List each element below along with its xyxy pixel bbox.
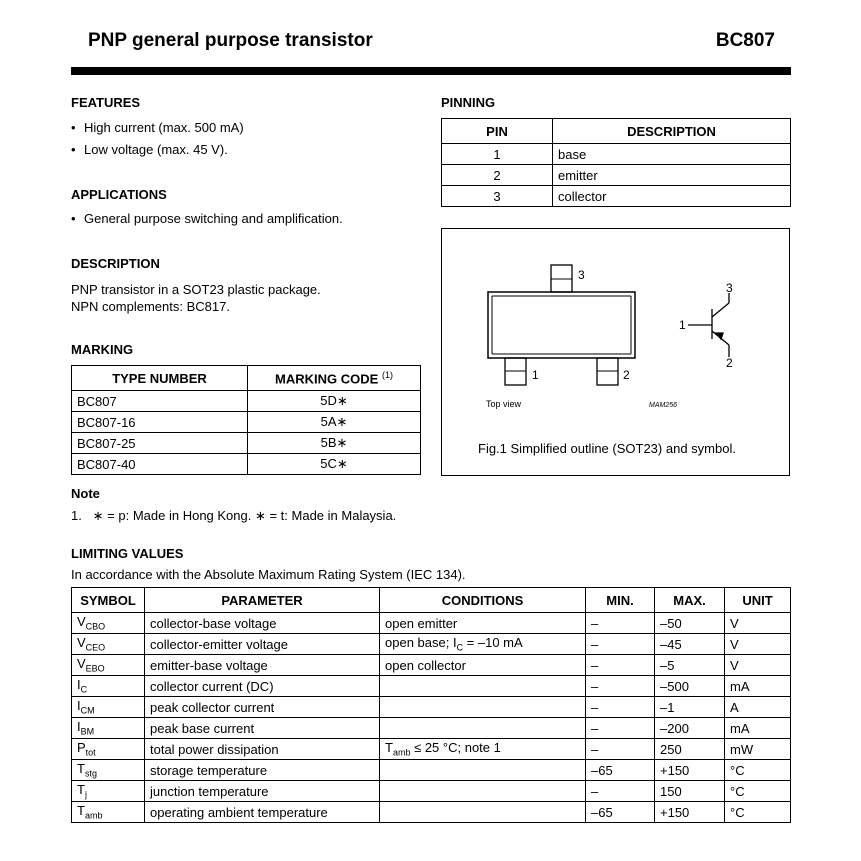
symbol-letter: T [77, 761, 85, 777]
max-cell: +150 [655, 760, 725, 781]
feature-item: • High current (max. 500 mA) [71, 117, 244, 139]
parameter-cell: total power dissipation [145, 739, 380, 760]
symbol-cell [72, 802, 145, 823]
column-header: SYMBOL [72, 588, 145, 613]
code-cell: 5B∗ [248, 433, 421, 454]
code-cell: 5D∗ [248, 391, 421, 412]
limiting-values-heading: LIMITING VALUES [71, 546, 184, 561]
table-header-row [72, 366, 421, 391]
description-line: PNP transistor in a SOT23 plastic package. [71, 282, 321, 297]
applications-heading: APPLICATIONS [71, 187, 167, 202]
unit-cell: A [725, 697, 791, 718]
table-row [72, 412, 421, 433]
limiting-values-intro: In accordance with the Absolute Maximum Rating System (IEC 134). [71, 567, 466, 582]
column-header: MIN. [586, 588, 655, 613]
figure-caption: Fig.1 Simplified outline (SOT23) and symbol. [478, 441, 736, 456]
table-row [72, 781, 791, 802]
figure-box [441, 228, 790, 476]
desc-cell: base [553, 144, 791, 165]
condition-subscript: amb [392, 747, 411, 758]
conditions-cell: open emitter [380, 613, 586, 634]
unit-cell: mA [725, 676, 791, 697]
column-header [248, 366, 421, 391]
type-cell: BC807-40 [72, 454, 248, 475]
package-body [488, 292, 635, 358]
conditions-cell [380, 802, 586, 823]
symbol-subscript: EBO [85, 663, 105, 674]
table-row [72, 613, 791, 634]
symbol-cell [72, 613, 145, 634]
symbol-cell [72, 781, 145, 802]
symbol-letter: V [77, 656, 86, 672]
desc-cell: emitter [553, 165, 791, 186]
pin-3-label: 3 [578, 268, 585, 282]
condition-text: T [385, 740, 393, 756]
min-cell: – [586, 634, 655, 655]
pin-cell: 3 [442, 186, 553, 207]
parameter-cell: junction temperature [145, 781, 380, 802]
symbol-cell [72, 634, 145, 655]
desc-cell: collector [553, 186, 791, 207]
conditions-cell [380, 781, 586, 802]
min-cell: – [586, 676, 655, 697]
type-cell: BC807-25 [72, 433, 248, 454]
pin-2-label: 2 [623, 368, 630, 382]
symbol-letter: I [77, 719, 81, 735]
min-cell: –65 [586, 802, 655, 823]
sot23-outline-diagram [442, 229, 789, 475]
unit-cell: °C [725, 802, 791, 823]
unit-cell: °C [725, 781, 791, 802]
symbol-subscript: BM [80, 726, 95, 737]
table-row [72, 760, 791, 781]
column-header-label: MARKING CODE [275, 371, 379, 387]
table-row [72, 634, 791, 655]
unit-cell: °C [725, 760, 791, 781]
conditions-cell [380, 634, 586, 655]
table-row [72, 454, 421, 475]
min-cell: – [586, 655, 655, 676]
table-row [72, 391, 421, 412]
column-header: PIN [442, 119, 553, 144]
type-cell: BC807 [72, 391, 248, 412]
pinning-heading: PINNING [441, 95, 496, 110]
table-row [442, 165, 791, 186]
conditions-cell [380, 739, 586, 760]
top-view-label: Top view [486, 399, 522, 409]
pin-1-label: 1 [532, 368, 539, 382]
marking-heading: MARKING [71, 342, 134, 357]
parameter-cell: storage temperature [145, 760, 380, 781]
symbol-pin-1-label: 1 [679, 318, 686, 332]
min-cell: – [586, 718, 655, 739]
condition-text: open base; I [385, 635, 457, 651]
symbol-subscript: CM [80, 705, 95, 716]
symbol-subscript: C [80, 684, 88, 695]
table-row [72, 739, 791, 760]
table-row [72, 718, 791, 739]
symbol-subscript: CEO [85, 642, 106, 653]
symbol-subscript: tot [85, 747, 96, 758]
max-cell: 150 [655, 781, 725, 802]
application-item: • General purpose switching and amplification. [71, 208, 343, 230]
pinning-table [441, 118, 791, 207]
condition-text: = –10 mA [463, 635, 523, 651]
parameter-cell: operating ambient temperature [145, 802, 380, 823]
description-heading: DESCRIPTION [71, 256, 160, 271]
unit-cell: mW [725, 739, 791, 760]
code-cell: 5A∗ [248, 412, 421, 433]
column-header: PARAMETER [145, 588, 380, 613]
min-cell: – [586, 697, 655, 718]
max-cell: –200 [655, 718, 725, 739]
symbol-letter: I [77, 677, 81, 693]
symbol-cell [72, 760, 145, 781]
symbol-letter: V [77, 614, 86, 630]
condition-text: ≤ 25 °C; note 1 [410, 740, 501, 756]
symbol-cell [72, 676, 145, 697]
symbol-letter: T [77, 782, 85, 798]
column-header: TYPE NUMBER [72, 366, 248, 391]
unit-cell: V [725, 634, 791, 655]
unit-cell: mA [725, 718, 791, 739]
conditions-cell: open collector [380, 655, 586, 676]
max-cell: –45 [655, 634, 725, 655]
max-cell: –5 [655, 655, 725, 676]
symbol-cell [72, 718, 145, 739]
symbol-cell [72, 655, 145, 676]
table-row [442, 144, 791, 165]
max-cell: –1 [655, 697, 725, 718]
conditions-cell [380, 718, 586, 739]
symbol-subscript: amb [84, 810, 103, 821]
pin-cell: 2 [442, 165, 553, 186]
min-cell: – [586, 739, 655, 760]
min-cell: – [586, 613, 655, 634]
features-heading: FEATURES [71, 95, 141, 110]
note-text: 1. ∗ = p: Made in Hong Kong. ∗ = t: Made in Malaysia. [71, 508, 397, 523]
parameter-cell: peak base current [145, 718, 380, 739]
symbol-letter: P [77, 740, 86, 756]
table-header-row [72, 588, 791, 613]
marking-table [71, 365, 421, 475]
max-cell: 250 [655, 739, 725, 760]
column-header: CONDITIONS [380, 588, 586, 613]
symbol-letter: T [77, 803, 85, 819]
footnote-ref: (1) [381, 369, 393, 380]
table-row [442, 186, 791, 207]
table-row [72, 697, 791, 718]
unit-cell: V [725, 613, 791, 634]
pnp-transistor-symbol [688, 293, 729, 357]
max-cell: –500 [655, 676, 725, 697]
description-line: NPN complements: BC817. [71, 299, 230, 314]
symbol-letter: V [77, 635, 86, 651]
pin-cell: 1 [442, 144, 553, 165]
header-rule [71, 67, 791, 75]
table-row [72, 802, 791, 823]
symbol-cell [72, 697, 145, 718]
condition-subscript: C [456, 642, 464, 653]
symbol-letter: I [77, 698, 81, 714]
note-heading: Note [71, 486, 100, 501]
features-list [71, 117, 244, 161]
document-title: PNP general purpose transistor [88, 30, 373, 51]
table-row [72, 676, 791, 697]
min-cell: – [586, 781, 655, 802]
max-cell: –50 [655, 613, 725, 634]
column-header: DESCRIPTION [553, 119, 791, 144]
min-cell: –65 [586, 760, 655, 781]
table-row [72, 433, 421, 454]
parameter-cell: emitter-base voltage [145, 655, 380, 676]
conditions-cell [380, 676, 586, 697]
code-cell: 5C∗ [248, 454, 421, 475]
symbol-pin-2-label: 2 [726, 356, 733, 370]
feature-item: • Low voltage (max. 45 V). [71, 139, 244, 161]
column-header: MAX. [655, 588, 725, 613]
unit-cell: V [725, 655, 791, 676]
symbol-subscript: j [84, 789, 87, 800]
applications-list [71, 208, 343, 230]
part-number: BC807 [715, 30, 775, 51]
conditions-cell [380, 760, 586, 781]
parameter-cell: peak collector current [145, 697, 380, 718]
symbol-subscript: CBO [85, 621, 106, 632]
table-header-row [442, 119, 791, 144]
symbol-pin-3-label: 3 [726, 281, 733, 295]
parameter-cell: collector current (DC) [145, 676, 380, 697]
symbol-subscript: stg [84, 768, 97, 779]
limiting-values-table [71, 587, 791, 823]
parameter-cell: collector-base voltage [145, 613, 380, 634]
table-row [72, 655, 791, 676]
type-cell: BC807-16 [72, 412, 248, 433]
parameter-cell: collector-emitter voltage [145, 634, 380, 655]
max-cell: +150 [655, 802, 725, 823]
figure-code: MAM256 [649, 402, 678, 409]
conditions-cell [380, 697, 586, 718]
column-header: UNIT [725, 588, 791, 613]
symbol-cell [72, 739, 145, 760]
